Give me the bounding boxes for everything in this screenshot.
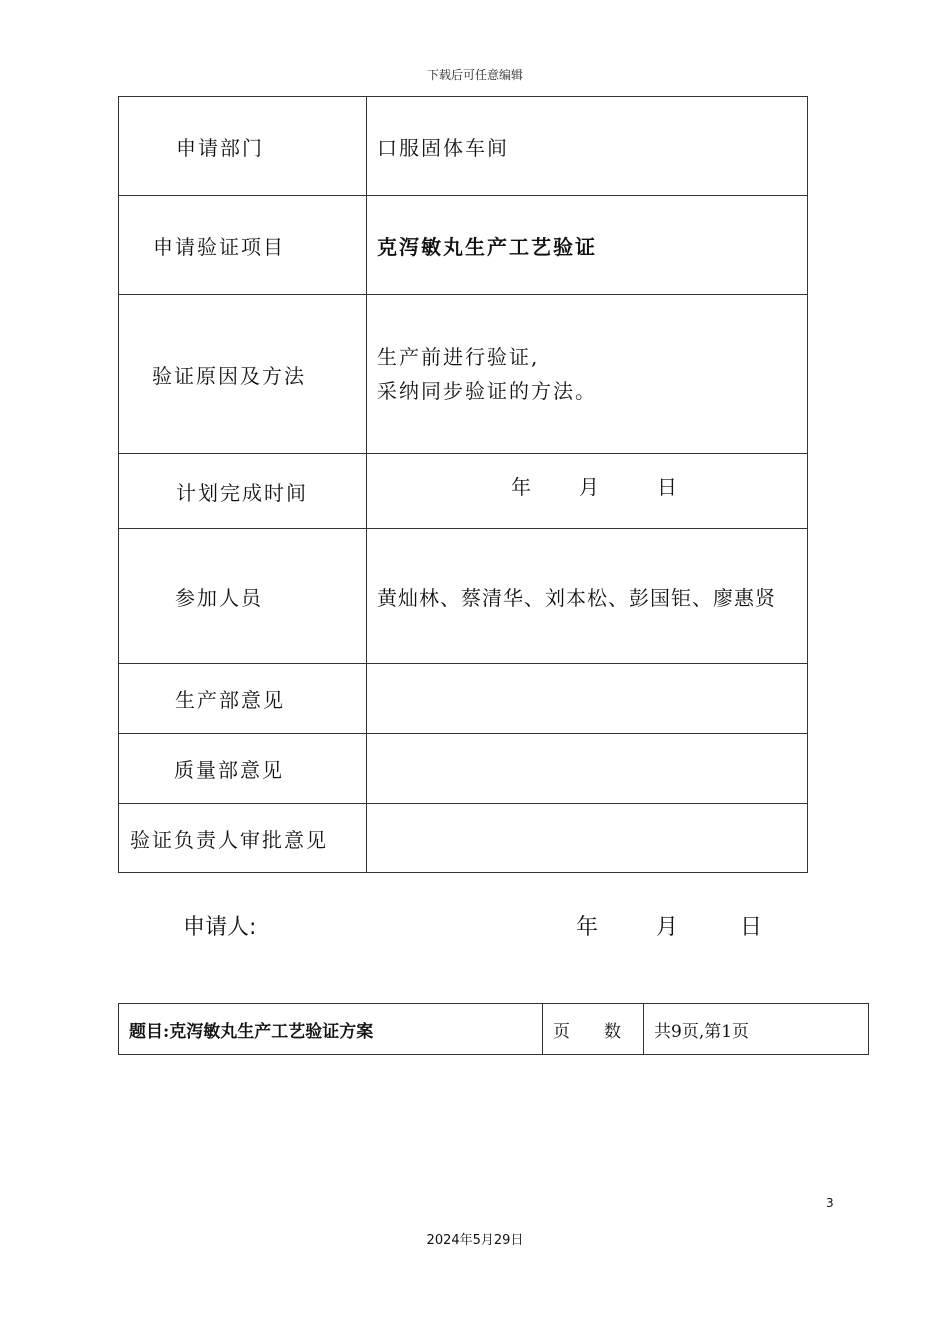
applicant-month: 月 (656, 915, 679, 940)
header-note: 下载后可任意编辑 (426, 68, 523, 82)
project-value: 克泻敏丸生产工艺验证 (367, 196, 808, 295)
form-row-quality-opinion (119, 734, 808, 804)
plan-month: 月 (579, 475, 601, 499)
form-row-department (119, 97, 808, 196)
row-label: 验证负责人审批意见 (119, 804, 367, 873)
form-row-participants (119, 529, 808, 664)
form-row-project (119, 196, 808, 295)
application-form-table (118, 96, 808, 873)
plan-day: 日 (657, 475, 679, 499)
approval-opinion-value (367, 804, 808, 873)
row-label: 申请验证项目 (119, 196, 367, 295)
reason-method-value (367, 295, 808, 454)
form-row-approval-opinion (119, 804, 808, 873)
reason-line: 生产前进行验证, (377, 345, 540, 369)
document-title: 题目:克泻敏丸生产工艺验证方案 (119, 1004, 543, 1055)
row-label: 计划完成时间 (119, 454, 367, 529)
quality-opinion-value (367, 734, 808, 804)
applicant-line (0, 910, 950, 942)
pages-label: 页 数 (543, 1004, 644, 1055)
pages-value: 共9页,第1页 (644, 1004, 869, 1055)
row-label: 生产部意见 (119, 664, 367, 734)
participants-value: 黄灿林、蔡清华、刘本松、彭国钜、廖惠贤 (367, 529, 808, 664)
applicant-day: 日 (740, 915, 763, 940)
row-label: 验证原因及方法 (119, 295, 367, 454)
plan-year: 年 (511, 475, 533, 499)
page-number: 3 (826, 1196, 834, 1210)
production-opinion-value (367, 664, 808, 734)
row-label: 参加人员 (119, 529, 367, 664)
method-line: 采纳同步验证的方法。 (377, 379, 597, 403)
department-value: 口服固体车间 (367, 97, 808, 196)
document-footer-table (118, 1003, 869, 1055)
row-label: 申请部门 (119, 97, 367, 196)
row-label: 质量部意见 (119, 734, 367, 804)
applicant-label: 申请人: (183, 915, 257, 940)
applicant-year: 年 (576, 915, 599, 940)
form-row-reason-method (119, 295, 808, 454)
plan-date-value (367, 454, 808, 529)
form-row-plan-date (119, 454, 808, 529)
footer-date: 2024年5月29日 (426, 1233, 524, 1248)
form-row-production-opinion (119, 664, 808, 734)
